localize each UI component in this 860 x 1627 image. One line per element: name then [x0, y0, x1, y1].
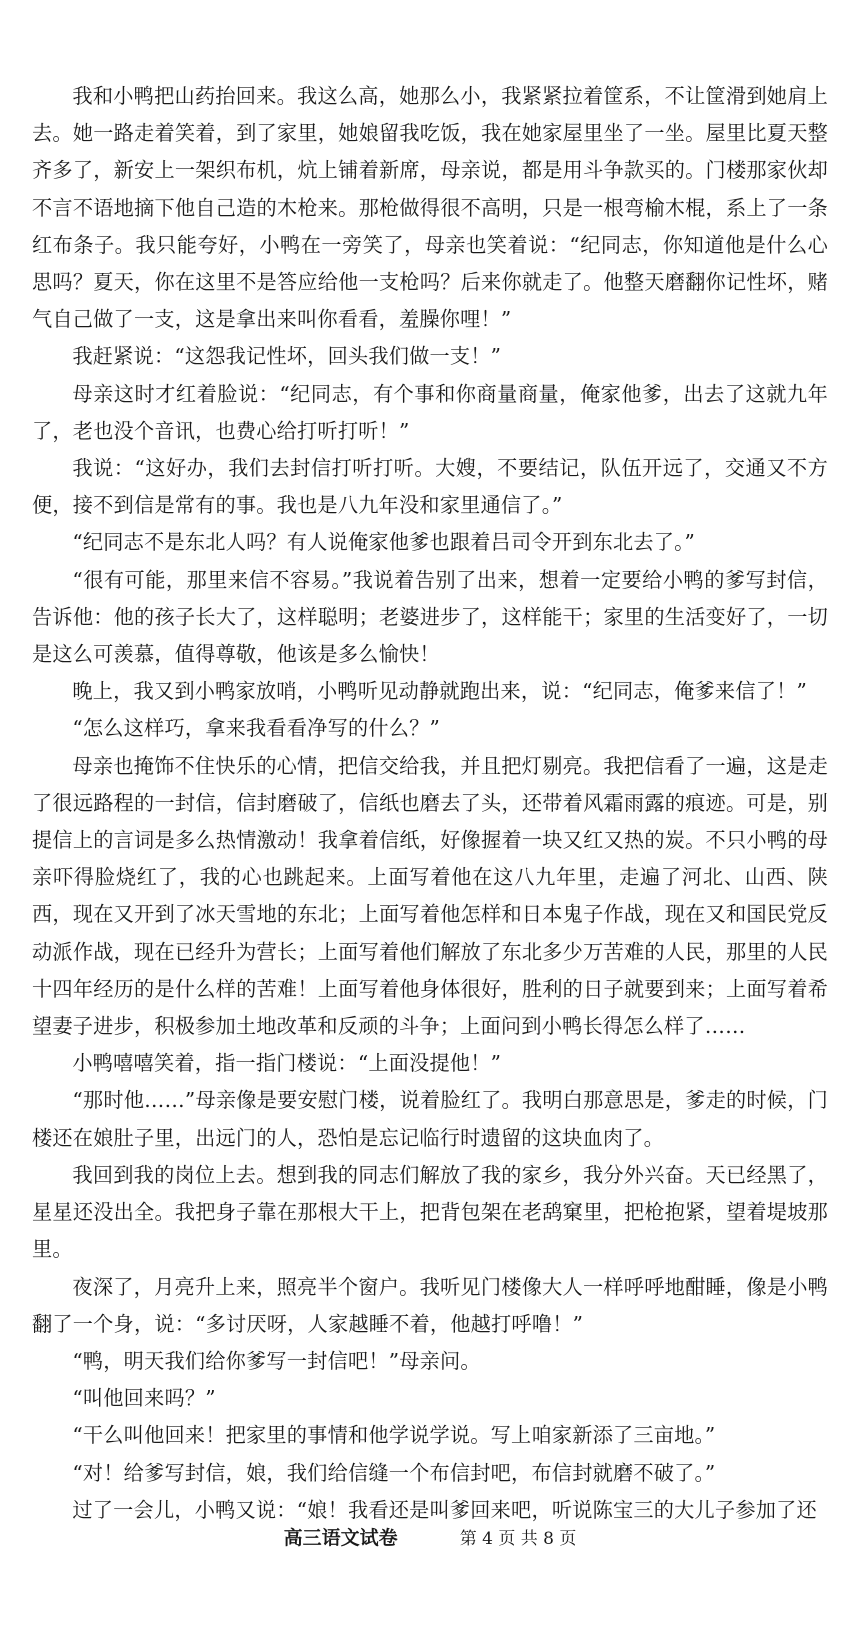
paragraph: 我赶紧说：“这怨我记性坏，回头我们做一支！”: [72, 344, 502, 369]
page-number: 第 4 页 共 8 页: [459, 1529, 577, 1549]
paragraph: “叫他回来吗？”: [72, 1386, 216, 1411]
paragraph: “很有可能，那里来信不容易。”我说着告别了出来，想着一定要给小鸭的爹写封信，告诉他：他的孩子长大了，这样聪明；老婆进步了，这样能干；家里的生活变好了，一切是这么可羡慕，值得尊敬，他该是多么愉快！: [32, 567, 828, 667]
exam-title: 高三语文试卷: [283, 1527, 398, 1549]
paragraph: 母亲这时才红着脸说：“纪同志，有个事和你商量商量，俺家他爹，出去了这就九年了，老也没个音讯，也费心给打听打听！”: [32, 381, 828, 443]
paragraph: 夜深了，月亮升上来，照亮半个窗户。我听见门楼像大人一样呼呼地酣睡，像是小鸭翻了一个身，说：“多讨厌呀，人家越睡不着，他越打呼噜！”: [32, 1274, 828, 1336]
paragraph: “那时他……”母亲像是要安慰门楼，说着脸红了。我明白那意思是，爹走的时候，门楼还在娘肚子里，出远门的人，恐怕是忘记临行时遗留的这块血肉了。: [32, 1088, 828, 1150]
paragraph: “怎么这样巧，拿来我看看净写的什么？”: [72, 716, 441, 741]
paragraph: “对！给爹写封信，娘，我们给信缝一个布信封吧，布信封就磨不破了。”: [72, 1460, 716, 1485]
paragraph: “鸭，明天我们给你爹写一封信吧！”母亲问。: [72, 1348, 481, 1373]
paragraph: “干么叫他回来！把家里的事情和他学说学说。写上咱家新添了三亩地。”: [72, 1423, 716, 1448]
paragraph: 小鸭嘻嘻笑着，指一指门楼说：“上面没提他！”: [72, 1051, 502, 1076]
paragraph: 过了一会儿，小鸭又说：“娘！我看还是叫爹回来吧，听说陈宝三的大儿子参加了还: [72, 1497, 817, 1522]
page-footer: [0, 1524, 860, 1553]
paragraph: 母亲也掩饰不住快乐的心情，把信交给我，并且把灯剔亮。我把信看了一遍，这是走了很远路程的一封信，信封磨破了，信纸也磨去了头，还带着风霜雨露的痕迹。可是，别提信上的言词是多么热情激动！我拿着信纸，好像握着一块又红又热的炭。不只小鸭的母亲吓得脸烧红了，我的心也跳起来。上面写着他在这八九年里，走遍了河北、山西、陕西，现在又开到了冰天雪地的东北；上面写着他怎样和日本鬼子作战，现在又和国民党反动派作战，现在已经升为营长；上面写着他们解放了东北多少万苦难的人民，那里的人民十四年经历的是什么样的苦难！上面写着他身体很好，胜利的日子就要到来；上面写着希望妻子进步，积极参加土地改革和反顽的斗争；上面问到小鸭长得怎么样了……: [32, 753, 828, 1039]
paragraph: 我和小鸭把山药抬回来。我这么高，她那么小，我紧紧拉着筐系，不让筐滑到她肩上去。她一路走着笑着，到了家里，她娘留我吃饭，我在她家屋里坐了一坐。屋里比夏天整齐多了，新安上一架织布机，炕上铺着新席，母亲说，都是用斗争款买的。门楼那家伙却不言不语地摘下他自己造的木枪来。那枪做得很不高明，只是一根弯榆木棍，系上了一条红布条子。我只能夸好，小鸭在一旁笑了，母亲也笑着说：“纪同志，你知道他是什么心思吗？夏天，你在这里不是答应给他一支枪吗？后来你就走了。他整天磨翻你记性坏，赌气自己做了一支，这是拿出来叫你看看，羞臊你哩！”: [32, 84, 828, 332]
paragraph: “纪同志不是东北人吗？有人说俺家他爹也跟着吕司令开到东北去了。”: [72, 530, 695, 555]
document-body: [32, 78, 828, 1529]
paragraph: 晚上，我又到小鸭家放哨，小鸭听见动静就跑出来，说：“纪同志，俺爹来信了！”: [72, 679, 807, 704]
paragraph: 我回到我的岗位上去。想到我的同志们解放了我的家乡，我分外兴奋。天已经黑了，星星还没出全。我把身子靠在那根大干上，把背包架在老鸹窠里，把枪抱紧，望着堤坡那里。: [32, 1162, 828, 1262]
paragraph: 我说：“这好办，我们去封信打听打听。大嫂，不要结记，队伍开远了，交通又不方便，接不到信是常有的事。我也是八九年没和家里通信了。”: [32, 456, 828, 518]
